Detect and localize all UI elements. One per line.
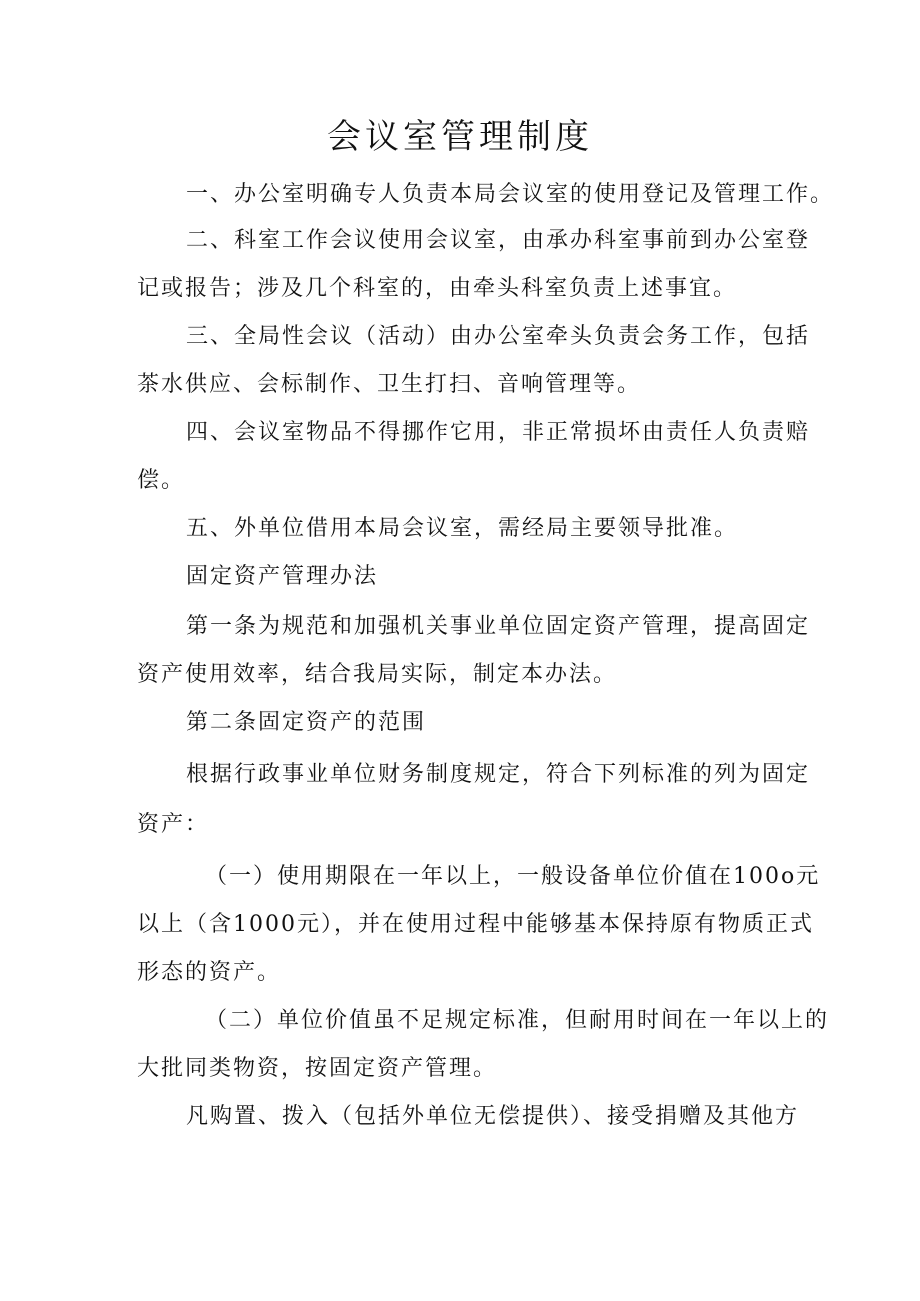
paragraph-line-8: 五、外单位借用本局会议室，需经局主要领导批准。 — [186, 516, 739, 541]
paragraph-line-20: 凡购置、拨入（包括外单位无偿提供）、接受捐赠及其他方 — [186, 1104, 800, 1129]
paragraph-line-17: 形态的资产。 — [137, 960, 282, 985]
paragraph-line-13: 根据行政事业单位财务制度规定，符合下列标准的列为固定 — [186, 762, 811, 787]
section-heading-line: 固定资产管理办法 — [186, 564, 379, 589]
paragraph-line-1: 一、办公室明确专人负责本局会议室的使用登记及管理工作。 — [186, 182, 835, 207]
paragraph-line-12: 第二条固定资产的范围 — [186, 710, 427, 735]
paragraph-line-5: 茶水供应、会标制作、卫生打扫、音响管理等。 — [137, 372, 642, 397]
document-title: 会议室管理制度 — [327, 117, 593, 157]
paragraph-line-10: 第一条为规范和加强机关事业单位固定资产管理，提高固定 — [186, 614, 811, 639]
paragraph-line-4: 三、全局性会议（活动）由办公室牵头负责会务工作，包括 — [186, 324, 811, 349]
paragraph-line-16: 以上（含1000元），并在使用过程中能够基本保持原有物质正式 — [137, 912, 814, 937]
paragraph-line-3: 记或报告；涉及几个科室的，由牵头科室负责上述事宜。 — [137, 276, 738, 301]
paragraph-line-14: 资产： — [137, 812, 210, 837]
paragraph-line-15: （一）使用期限在一年以上，一般设备单位价值在100o元 — [205, 864, 821, 889]
paragraph-line-2: 二、科室工作会议使用会议室，由承办科室事前到办公室登 — [186, 228, 811, 253]
paragraph-line-6: 四、会议室物品不得挪作它用，非正常损坏由责任人负责赔 — [186, 420, 811, 445]
paragraph-line-18: （二）单位价值虽不足规定标准，但耐用时间在一年以上的 — [205, 1008, 830, 1033]
paragraph-line-19: 大批同类物资，按固定资产管理。 — [137, 1056, 498, 1081]
paragraph-line-7: 偿。 — [137, 468, 186, 493]
paragraph-line-11: 资产使用效率，结合我局实际，制定本办法。 — [137, 662, 618, 687]
